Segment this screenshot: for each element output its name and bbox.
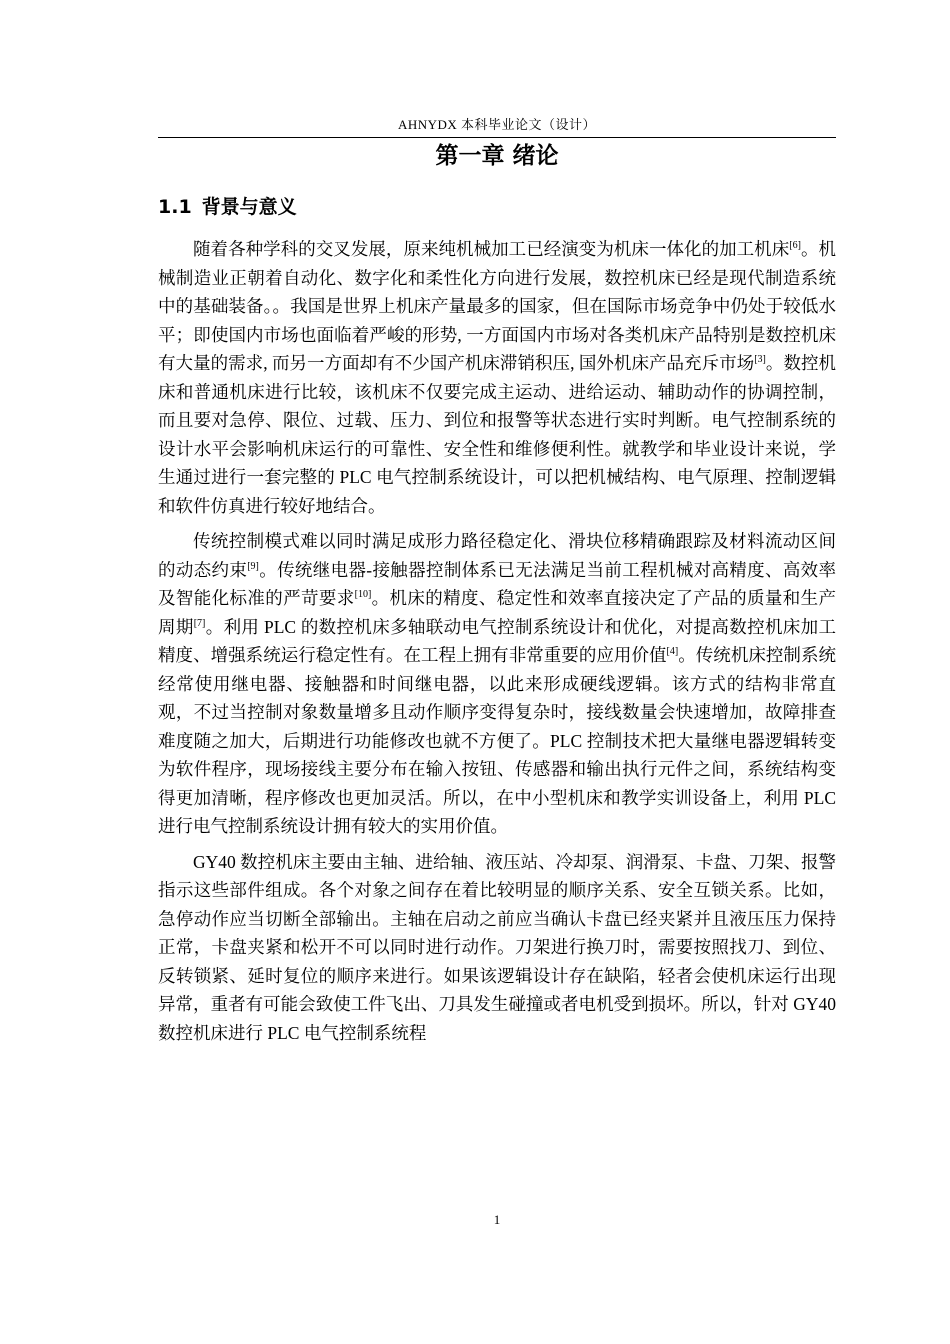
paragraph-text: 。传统继电器-接触器控制体系已无法满足当前工程机械对高精度、高效率及智能化标准的严苛要求: [158, 559, 837, 608]
chapter-title: 第一章 绪论: [435, 143, 559, 169]
section-heading: [158, 189, 297, 225]
paragraph-text: GY40 数控机床主要由主轴、进给轴、液压站、冷却泵、润滑泵、卡盘、刀架、报警指示这些部件组成。各个对象之间存在着比较明显的顺序关系、安全互锁关系。比如，急停动作应当切断全部输出。主轴在启动之前应当确认卡盘已经夹紧并且液压压力保持正常，卡盘夹紧和松开不可以同时进行动作。刀架进行换刀时，需要按照找刀、到位、反转锁紧、延时复位的顺序来进行。如果该逻辑设计存在缺陷，轻者会使机床运行出现异常，重者有可能会致使工件飞出、刀具发生碰撞或者电机受到损坏。所以，针对 GY40 数控机床进行 PLC 电气控制系统程: [158, 851, 836, 1043]
paragraph-text: 。机床的精度、稳定性和效率直接决定了产品的质量和生产周期: [158, 588, 837, 637]
paragraph-text: 。传统机床控制系统经常使用继电器、接触器和时间继电器，以此来形成硬线逻辑。该方式的结构非常直观，不过当控制对象数量增多且动作顺序变得复杂时，接线数量会快速增加，故障排查难度随之加大，后期进行功能修改也就不方便了。PLC 控制技术把大量继电器逻辑转变为软件程序，现场接线主要分布在输入按钮、传感器和输出执行元件之间，系统结构变得更加清晰，程序修改也更加灵活。所以，在中小型机床和教学实训设备上，利用 PLC 进行电气控制系统设计拥有较大的实用价值。: [158, 645, 837, 836]
body-text: [158, 235, 836, 1054]
paragraph-text: 。数控机床和普通机床进行比较，该机床不仅要完成主运动、进给运动、辅助动作的协调控制，而且要对急停、限位、过载、压力、到位和报警等状态进行实时判断。电气控制系统的设计水平会影响机床运行的可靠性、安全性和维修便利性。就教学和毕业设计来说，学生通过进行一套完整的 PLC 电气控制系统设计，可以把机械结构、电气原理、控制逻辑和软件仿真进行较好地结合。: [158, 353, 837, 516]
paragraph-text: 。机械制造业正朝着自动化、数字化和柔性化方向进行发展，数控机床已经是现代制造系统中的基础装备。。我国是世界上机床产量最多的国家，但在国际市场竞争中仍处于较低水平；即使国内市场也面临着严峻的形势, 一方面国内市场对各类机床产品特别是数控机床有大量的需求, 而另一方面却有不少国产机床滞销积压, 国外机床产品充斥市场: [158, 239, 837, 373]
paragraph-text: 随着各种学科的交叉发展，原来纯机械加工已经演变为机床一体化的加工机床: [193, 239, 790, 259]
paragraph-text: 。利用 PLC 的数控机床多轴联动电气控制系统设计和优化，对提高数控机床加工精度、增强系统运行稳定性有。在工程上拥有非常重要的应用价值: [158, 616, 836, 665]
paragraph-2: [158, 527, 836, 841]
running-header: AHNYDX 本科毕业论文（设计）: [397, 117, 597, 132]
paragraph-1: [158, 235, 836, 520]
citation-ref: [6]: [789, 240, 801, 251]
citation-ref: [9]: [247, 560, 259, 572]
page-number: 1: [493, 1212, 501, 1227]
citation-ref: [3]: [754, 354, 766, 365]
citation-ref: [7]: [193, 617, 206, 629]
paragraph-text: 传统控制模式难以同时满足成形力路径稳定化、滑块位移精确跟踪及材料流动区间的动态约束: [158, 531, 836, 580]
section-title-text: 背景与意义: [201, 196, 297, 218]
section-number: 1.1: [158, 196, 192, 218]
citation-ref: [10]: [354, 589, 372, 600]
citation-ref: [4]: [666, 646, 679, 657]
paragraph-3: [158, 848, 836, 1048]
